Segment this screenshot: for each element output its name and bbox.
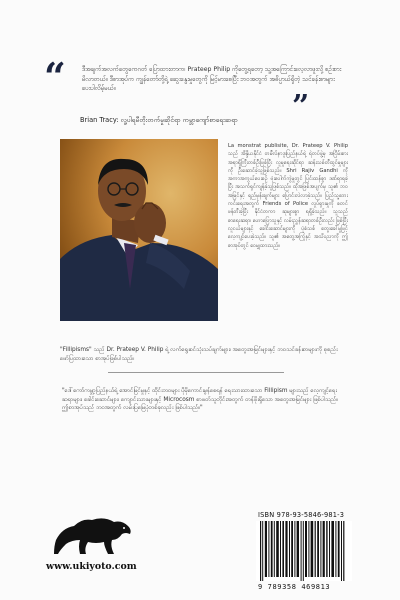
barcode: [256, 521, 352, 581]
divider-line: [108, 372, 284, 373]
book-description: "Fillipisms" သည် Dr. Prateep V. Philip ရဲ့ လက်ရွေးစင်သုံးသပ်ချက်များ၊ အတွေးအမြင်များနှင့် ဘဝသင်ခန်းစာများကို စုစည်းဖော်ပြထားသော စာအုပ်ဖြစ်ပါသည်။: [60, 347, 338, 362]
book-blurb: "ဒေါ်ကော်ကမ္ဘာ့ပြည်နယ်ရဲ့ အောင်မြင်မှုနှင့် ထိုင်းဘဝများ ပိုမိုကောင်းမွန်စေရန် ရေးသားထားသော Fillipism များသည် လေ့ကျင့်ရေးဆရာများ၊ ခေါင်းဆောင်များ၊ ကျောင်းသားများနှင့် Microcosm စာဖတ်သူတိုင်းအတွက် တန်ဖိုးရှိသော အတွေးအမြင်များ ဖြစ်ပါသည်။ ဤစာအုပ်သည် ဘဝအတွက် လမ်းပြမြေပုံတစ်ခုလည်း ဖြစ်ပါသည်။": [62, 388, 338, 412]
endorsement-quote: ဒီအချက်အလက်တွေကေဂတ် ပြောထားတာက၊ Prateep Philip ကိုတွေ့ရတော့ သူ့အကြောင်းလေ့လာဖူးလို့ စဉ်းစားမိလာတယ်။ ဒီစာအုပ်က ကျွန်တော်တို့ရဲ့ ဆွေးနွေးမှုတွေကို မြင့်မားစေပြီး ဘဝအတွက် အဓိပ္ပာယ်ရှိတဲ့ သင်ခန်းစာများ ပေးပါလိမ့်မယ်။: [82, 66, 342, 93]
open-quote-mark: “: [44, 54, 66, 99]
publisher-url[interactable]: www.ukiyoto.com: [46, 561, 137, 572]
panther-logo-icon: [52, 510, 134, 556]
close-quote-mark: ”: [292, 89, 310, 124]
barcode-digits: 9 789358 469813: [258, 583, 331, 591]
author-photo: [60, 139, 218, 321]
isbn-label: ISBN 978-93-5846-981-3: [258, 511, 345, 519]
quote-attribution: Brian Tracy: လူ့ပါရမီတိုးတက်မှုဆိုင်ရာ ကမ္ဘာကျော်စာရေးဆရာ: [80, 116, 238, 124]
author-bio: La monstrat publisite, Dr. Prateep V. Philip သည် အိန္ဒိယနိုင်ငံ တမီလ်နာဒူးပြည်နယ်ရဲ့ ရဲတပ်ဖွဲ့မှ အငြိမ်းစား အရာရှိကြီးတစ်ဦးဖြစ်ပြီး လူမှုရေးဆိုင်ရာ ဆန်းသစ်တီထွင်မှုများကို ဦးဆောင်ခဲ့သူဖြစ်သည်။ Shri Rajiv Gandhi ကို အကာအကွယ်ပေးစဉ် ဗုံးပေါက်ကွဲမှုတွင် ပြင်းထန်စွာ ဒဏ်ရာရခဲ့ပြီး အသက်ရှင်ကျန်ခဲ့သူဖြစ်သည်။ ထိုအဖြစ်အပျက်မှ သူ၏ ဘဝအမြင်နှင့် ရည်မှန်းချက်များ ပြောင်းလဲလာခဲ့သည်။ ပြည်သူ့ဘေးကင်းရေးအတွက် Friends of Police လှုပ်ရှားမှုကို စတင်ဖန်တီးခဲ့ပြီး နိုင်ငံတကာ ဆုများစွာ ရရှိခဲ့သည်။ သူသည် စာရေးဆရာ၊ ဟောပြောသူနှင့် လမ်းညွှန်ဆရာတစ်ဦးလည်း ဖြစ်ပြီး လူငယ်များနှင့် ခေါင်းဆောင်များကို ပုံစံသစ် တွေးခေါ်မှုဖြင့် လေ့ကျင့်ပေးခဲ့သည်။ သူ၏ အတွေ့အကြုံနှင့် အသိပညာကို ဤစာအုပ်တွင် ဝေမျှထားသည်။: [228, 143, 348, 249]
author-portrait-illustration: [60, 139, 218, 321]
barcode-bars: [256, 521, 352, 581]
